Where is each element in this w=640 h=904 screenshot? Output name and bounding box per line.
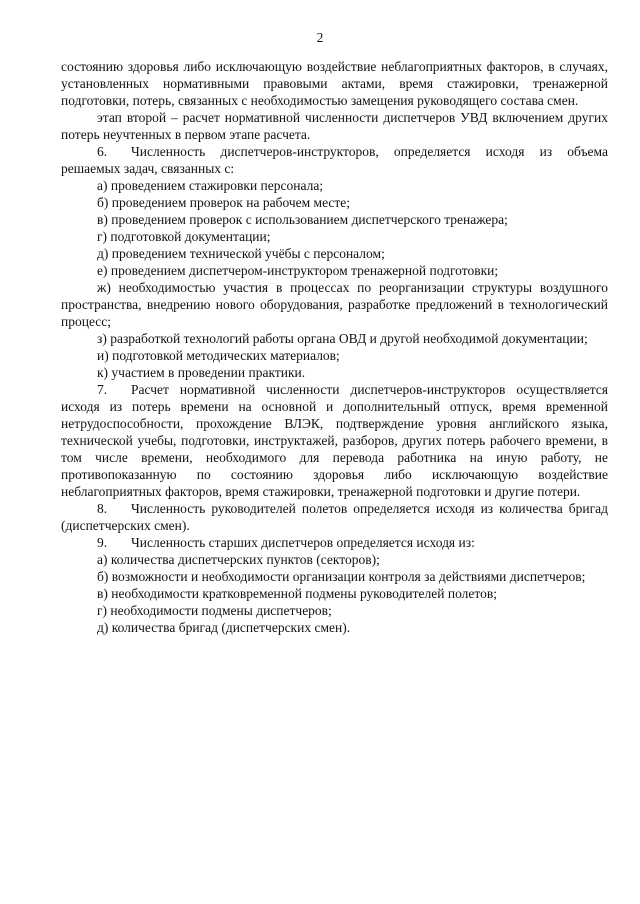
- subitem-6-z: з) разработкой технологий работы органа ОВД и другой необходимой документации;: [97, 331, 588, 346]
- subitem-6-g: г) подготовкой документации;: [97, 229, 271, 244]
- subitem-9-a: а) количества диспетчерских пунктов (секторов);: [97, 552, 380, 567]
- subitem-6-b: б) проведением проверок на рабочем месте;: [97, 195, 351, 210]
- item-9-text: Численность старших диспетчеров определяется исходя из:: [131, 535, 475, 550]
- item-7-text: Расчет нормативной численности диспетчеров-инструкторов осуществляется исходя из потерь времени на основной и дополнительный отпуск, время временной нетрудоспособности, прохождение ВЛЭК, подтверждение уровня английского языка, технической учебы, подготовки, инструктажей, разборов, других потерь рабочего времени, в том числе времени, необходимого для перевода работника на иную работу, не противопоказанную по состоянию здоровья либо исключающую воздействие неблагоприятных факторов, время стажировки, тренажерной подготовки и другие потери.: [61, 382, 608, 499]
- item-9: [61, 534, 608, 551]
- item-8-number: 8.: [97, 501, 108, 516]
- page-number: 2: [316, 30, 324, 45]
- subitem-6-k: к) участием в проведении практики.: [97, 365, 306, 380]
- subitem-6-a: а) проведением стажировки персонала;: [97, 178, 324, 193]
- item-9-number: 9.: [97, 535, 108, 550]
- subitem-6-i: и) подготовкой методических материалов;: [97, 348, 340, 363]
- item-8: [61, 500, 608, 534]
- item-6-number: 6.: [97, 144, 108, 159]
- item-6-text: Численность диспетчеров-инструкторов, определяется исходя из объема решаемых задач, связанных с:: [61, 144, 608, 176]
- item-6: [61, 143, 608, 177]
- document-body: [61, 58, 608, 636]
- subitem-6-v: в) проведением проверок с использованием диспетчерского тренажера;: [97, 212, 508, 227]
- subitem-9-g: г) необходимости подмены диспетчеров;: [97, 603, 332, 618]
- subitem-6-d: д) проведением технической учёбы с персоналом;: [97, 246, 385, 261]
- item-8-text: Численность руководителей полетов определяется исходя из количества бригад (диспетчерских смен).: [61, 501, 608, 533]
- subitem-6-e: е) проведением диспетчером-инструктором тренажерной подготовки;: [97, 263, 499, 278]
- paragraph-continuation: состоянию здоровья либо исключающую воздействие неблагоприятных факторов, в случаях, установленных нормативными правовыми актами, время стажировки, тренажерной подготовки, потерь, связанных с необходимостью замещения руководящего состава смен.: [61, 59, 608, 108]
- subitem-9-d: д) количества бригад (диспетчерских смен).: [97, 620, 351, 635]
- subitem-9-b: б) возможности и необходимости организации контроля за действиями диспетчеров;: [97, 569, 586, 584]
- subitem-6-zh: ж) необходимостью участия в процессах по реорганизации структуры воздушного пространства, внедрению нового оборудования, разработке предложений в технологический процесс;: [61, 280, 608, 329]
- item-7: [61, 381, 608, 500]
- paragraph-stage-two: этап второй – расчет нормативной численности диспетчеров УВД включением других потерь неучтенных в первом этапе расчета.: [61, 110, 608, 142]
- subitem-9-v: в) необходимости кратковременной подмены руководителей полетов;: [97, 586, 497, 601]
- item-7-number: 7.: [97, 382, 108, 397]
